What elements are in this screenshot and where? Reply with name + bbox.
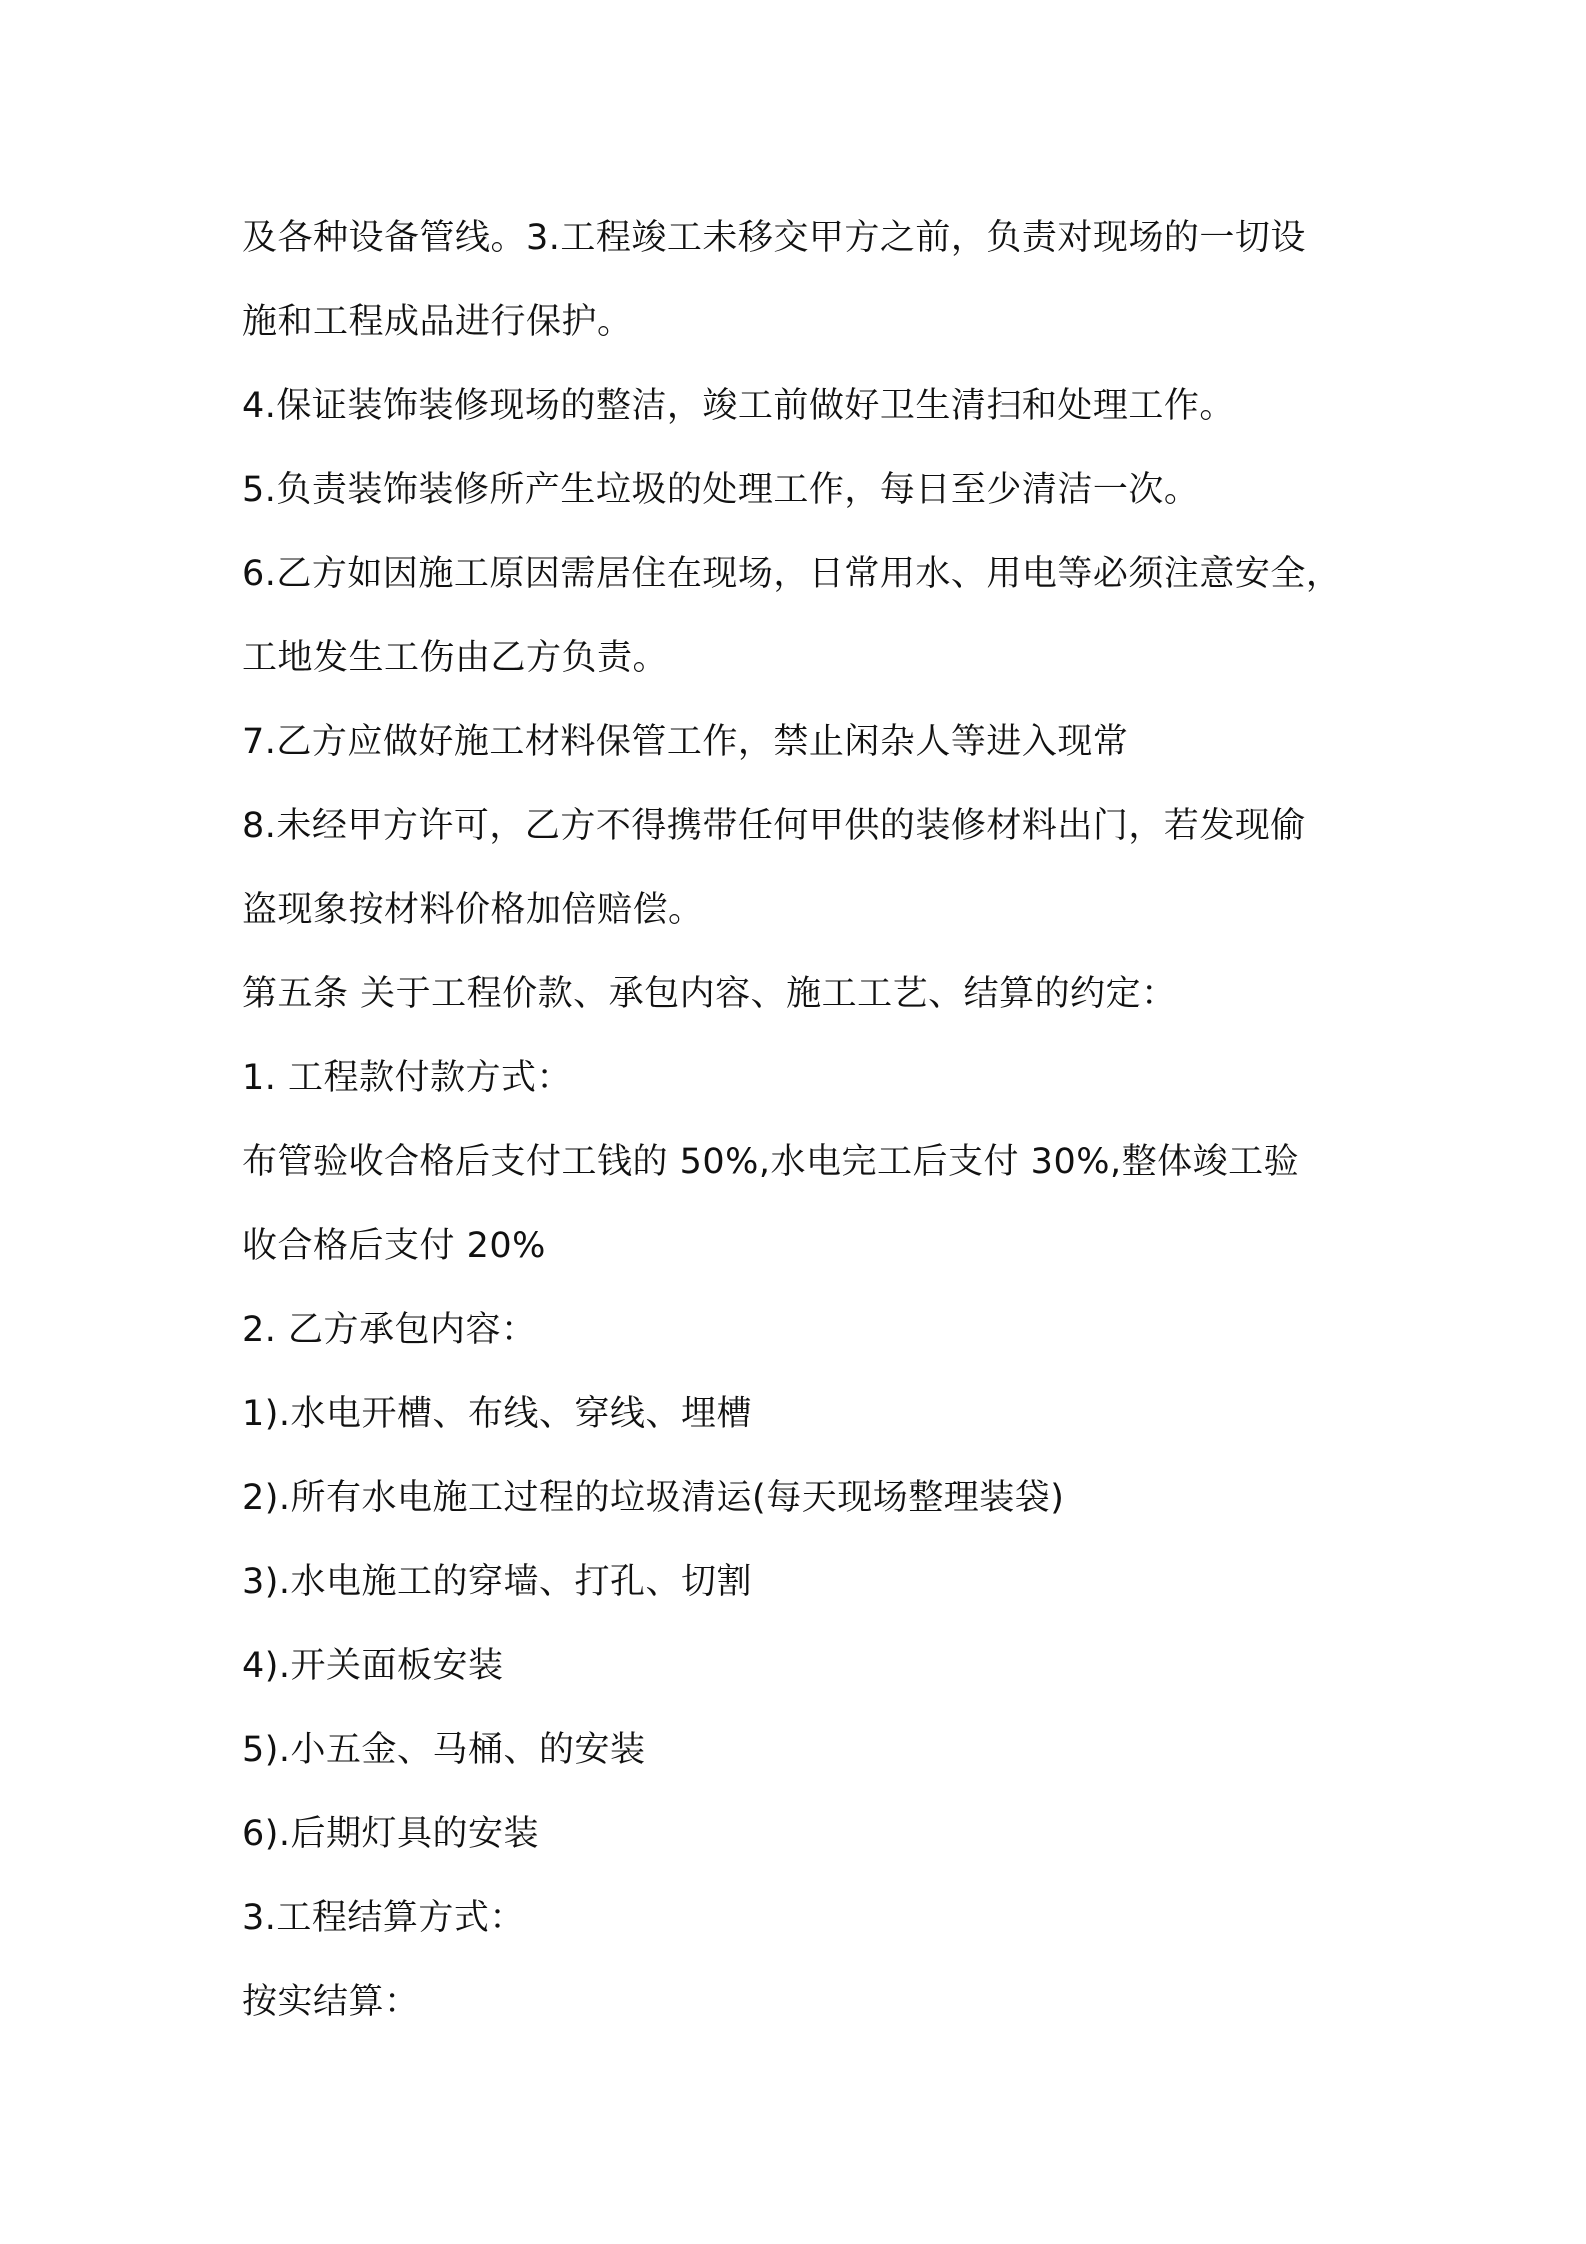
list-item: 6).后期灯具的安装 (242, 1814, 540, 1854)
text-line: 5.负责装饰装修所产生垃圾的处理工作，每日至少清洁一次。 (242, 470, 1200, 510)
text-line: 工地发生工伤由乙方负责。 (242, 638, 669, 678)
list-item: 1).水电开槽、布线、穿线、埋槽 (242, 1394, 753, 1434)
document-body (242, 196, 1372, 2044)
text-line: 2. 乙方承包内容： (242, 1310, 537, 1350)
list-item: 3).水电施工的穿墙、打孔、切割 (242, 1562, 753, 1602)
text-line: 7.乙方应做好施工材料保管工作，禁止闲杂人等进入现常 (242, 722, 1129, 762)
text-line: 盗现象按材料价格加倍赔偿。 (242, 890, 704, 930)
list-item: 4).开关面板安装 (242, 1646, 504, 1686)
list-item: 2).所有水电施工过程的垃圾清运(每天现场整理装袋) (242, 1478, 1065, 1518)
text-line: 3.工程结算方式： (242, 1898, 525, 1938)
text-line: 8.未经甲方许可，乙方不得携带任何甲供的装修材料出门，若发现偷 (242, 806, 1306, 846)
section-heading: 第五条 关于工程价款、承包内容、施工工艺、结算的约定： (242, 974, 1177, 1014)
text-line: 布管验收合格后支付工钱的 50%,水电完工后支付 30%,整体竣工验 (242, 1142, 1300, 1182)
text-line: 1. 工程款付款方式： (242, 1058, 573, 1098)
list-item: 5).小五金、马桶、的安装 (242, 1730, 646, 1770)
text-line: 收合格后支付 20% (242, 1226, 546, 1266)
text-line: 按实结算： (242, 1982, 420, 2022)
text-line: 6.乙方如因施工原因需居住在现场，日常用水、用电等必须注意安全， (242, 554, 1342, 594)
text-line: 施和工程成品进行保护。 (242, 302, 633, 342)
text-line: 及各种设备管线。3.工程竣工未移交甲方之前，负责对现场的一切设 (242, 218, 1306, 258)
text-line: 4.保证装饰装修现场的整洁，竣工前做好卫生清扫和处理工作。 (242, 386, 1235, 426)
